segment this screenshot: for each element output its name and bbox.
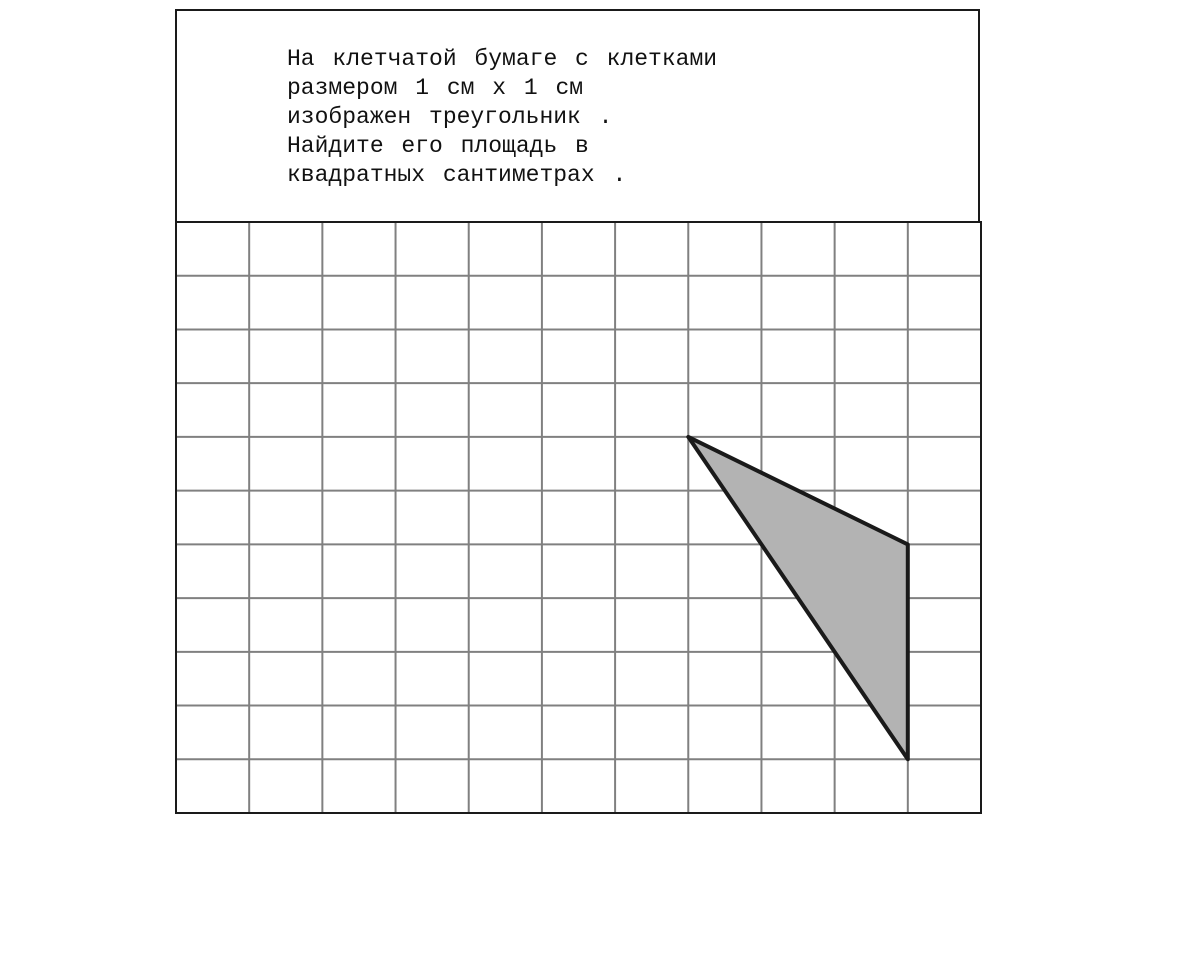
problem-line: Найдите его площадь в	[287, 133, 589, 159]
grid-border	[176, 222, 981, 813]
grid-lines	[176, 222, 981, 813]
problem-line: квадратных сантиметрах .	[287, 162, 627, 188]
problem-line: На клетчатой бумаге с клетками	[287, 46, 718, 72]
problem-line: размером 1 см х 1 см	[287, 75, 584, 101]
problem-line: изображен треугольник .	[287, 104, 613, 130]
